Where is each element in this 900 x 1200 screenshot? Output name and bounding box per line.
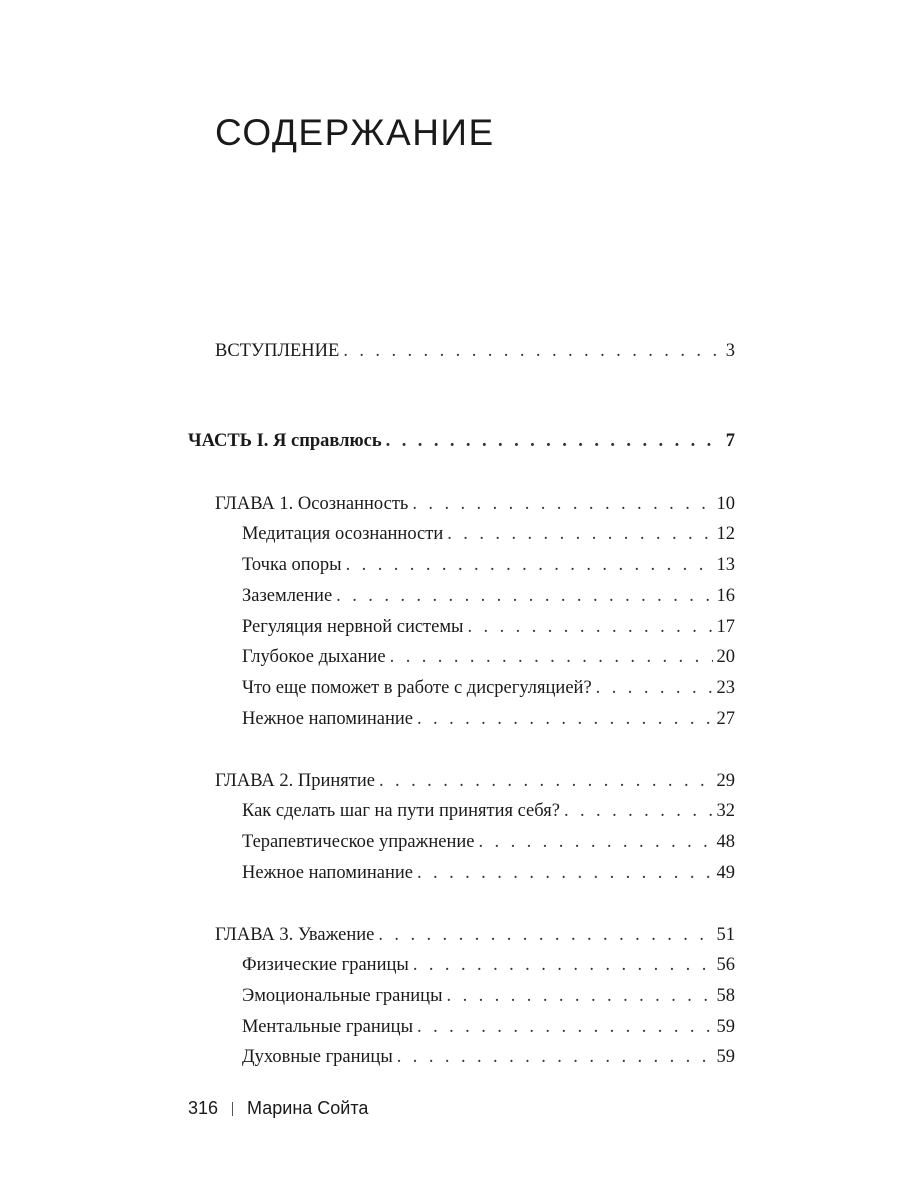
dot-leader [417, 1014, 712, 1040]
toc-entry-section[interactable] [242, 829, 735, 855]
toc-entry-label: Эмоциональные границы [242, 986, 443, 1006]
toc-entry-page: 23 [716, 678, 735, 698]
toc-entry-label: Заземление [242, 586, 333, 606]
toc-entry-page: 49 [716, 863, 735, 883]
toc-entry-page: 59 [716, 1017, 735, 1037]
toc-entry-section[interactable] [242, 521, 735, 547]
dot-leader [412, 491, 712, 517]
toc-entry-page: 20 [716, 647, 735, 667]
toc-entry-chapter-3[interactable] [215, 922, 735, 948]
toc-entry-label: ГЛАВА 2. Принятие [215, 771, 375, 791]
dot-leader [413, 952, 713, 978]
toc-entry-page: 13 [716, 555, 735, 575]
toc-entry-section[interactable] [242, 1014, 735, 1040]
toc-entry-label: Точка опоры [242, 555, 342, 575]
dot-leader [596, 675, 713, 701]
toc-entry-chapter-1[interactable] [215, 491, 735, 517]
page-title: СОДЕРЖАНИЕ [215, 112, 495, 153]
toc-entry-label: Как сделать шаг на пути принятия себя? [242, 801, 560, 821]
toc-entry-page: 27 [716, 709, 735, 729]
toc-entry-label: ВСТУПЛЕНИЕ [215, 341, 340, 361]
toc-entry-section[interactable] [242, 798, 735, 824]
toc-entry-intro[interactable] [215, 338, 735, 364]
toc-entry-page: 7 [725, 431, 735, 451]
toc-entry-page: 48 [716, 832, 735, 852]
toc-entry-page: 32 [716, 801, 735, 821]
dot-leader [346, 552, 713, 578]
toc-entry-label: Регуляция нервной системы [242, 617, 464, 637]
dot-leader [379, 768, 713, 794]
toc-entry-section[interactable] [242, 675, 735, 701]
dot-leader [378, 922, 712, 948]
toc-entry-section[interactable] [242, 644, 735, 670]
toc-entry-label: Нежное напоминание [242, 863, 413, 883]
toc-entry-page: 59 [716, 1047, 735, 1067]
toc-entry-page: 16 [716, 586, 735, 606]
toc-entry-label: ГЛАВА 3. Уважение [215, 925, 375, 945]
toc-entry-label: ЧАСТЬ I. Я справлюсь [188, 431, 382, 451]
dot-leader [397, 1044, 713, 1070]
dot-leader [386, 428, 722, 454]
dot-leader [417, 860, 713, 886]
dot-leader [417, 706, 713, 732]
toc-entry-chapter-2[interactable] [215, 768, 735, 794]
toc-entry-section[interactable] [242, 706, 735, 732]
toc-entry-label: Что еще поможет в работе с дисрегуляцией? [242, 678, 592, 698]
dot-leader [343, 338, 721, 364]
dot-leader [468, 614, 713, 640]
dot-leader [447, 521, 712, 547]
toc-entry-section[interactable] [242, 983, 735, 1009]
toc-entry-page: 58 [716, 986, 735, 1006]
toc-entry-page: 17 [716, 617, 735, 637]
toc-entry-label: Медитация осознанности [242, 524, 444, 544]
toc-entry-page: 56 [716, 955, 735, 975]
toc-entry-page: 29 [716, 771, 735, 791]
toc-entry-section[interactable] [242, 552, 735, 578]
toc-entry-label: Терапевтическое упражнение [242, 832, 475, 852]
toc-entry-label: ГЛАВА 1. Осознанность [215, 494, 409, 514]
toc-entry-label: Физические границы [242, 955, 409, 975]
toc-entry-section[interactable] [242, 583, 735, 609]
dot-leader [390, 644, 713, 670]
toc-entry-page: 3 [725, 341, 735, 361]
toc-entry-section[interactable] [242, 614, 735, 640]
toc-entry-part-1[interactable] [188, 428, 735, 454]
dot-leader [564, 798, 713, 824]
dot-leader [478, 829, 712, 855]
toc-entry-label: Ментальные границы [242, 1017, 414, 1037]
toc-entry-section[interactable] [242, 952, 735, 978]
dot-leader [336, 583, 712, 609]
dot-leader [447, 983, 713, 1009]
toc-entry-page: 51 [716, 925, 735, 945]
footer-author: Марина Сойта [247, 1098, 369, 1118]
toc-entry-label: Нежное напоминание [242, 709, 413, 729]
toc-entry-label: Духовные границы [242, 1047, 393, 1067]
footer-page-number: 316 [188, 1098, 219, 1118]
footer-divider [232, 1102, 233, 1116]
toc-entry-section[interactable] [242, 860, 735, 886]
toc-entry-label: Глубокое дыхание [242, 647, 386, 667]
toc-entry-page: 10 [716, 494, 735, 514]
toc-entry-page: 12 [716, 524, 735, 544]
page-footer [188, 1098, 368, 1119]
toc-entry-section[interactable] [242, 1044, 735, 1070]
